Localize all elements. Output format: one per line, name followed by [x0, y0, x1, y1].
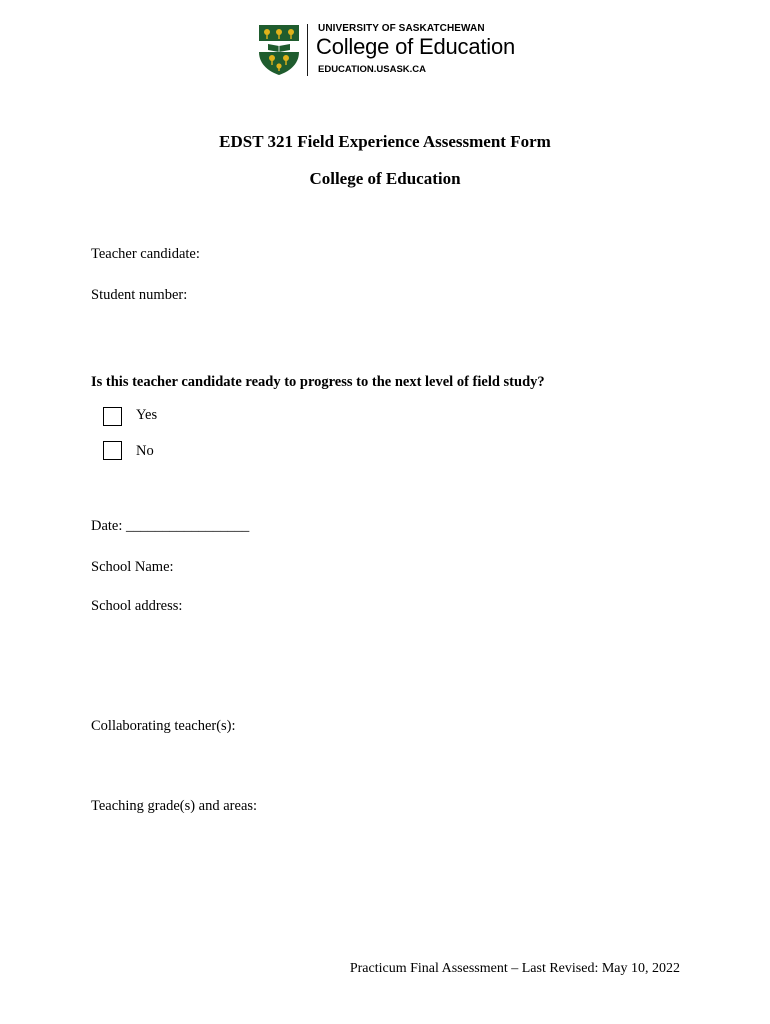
no-option-label: No	[136, 443, 154, 459]
school-name-field: School Name:	[91, 559, 174, 575]
university-shield-logo	[258, 24, 300, 76]
no-checkbox[interactable]	[103, 441, 122, 460]
collaborating-teachers-field: Collaborating teacher(s):	[91, 718, 236, 734]
student-number-field: Student number:	[91, 287, 188, 303]
progress-question: Is this teacher candidate ready to progress to the next level of field study?	[91, 374, 545, 390]
form-subtitle: College of Education	[309, 169, 461, 188]
form-title: EDST 321 Field Experience Assessment Form	[219, 132, 551, 151]
yes-option-label: Yes	[136, 407, 158, 423]
page-footer: Practicum Final Assessment – Last Revised: May 10, 2022	[349, 961, 680, 976]
college-name: College of Education	[316, 34, 516, 59]
teaching-grades-field: Teaching grade(s) and areas:	[91, 798, 258, 814]
logo-divider	[307, 24, 308, 76]
yes-checkbox[interactable]	[103, 407, 122, 426]
college-url: EDUCATION.USASK.CA	[318, 64, 427, 75]
university-name: UNIVERSITY OF SASKATCHEWAN	[318, 23, 485, 34]
teacher-candidate-field: Teacher candidate:	[91, 246, 200, 262]
date-field: Date: _________________	[91, 518, 250, 534]
school-address-field: School address:	[91, 598, 183, 614]
